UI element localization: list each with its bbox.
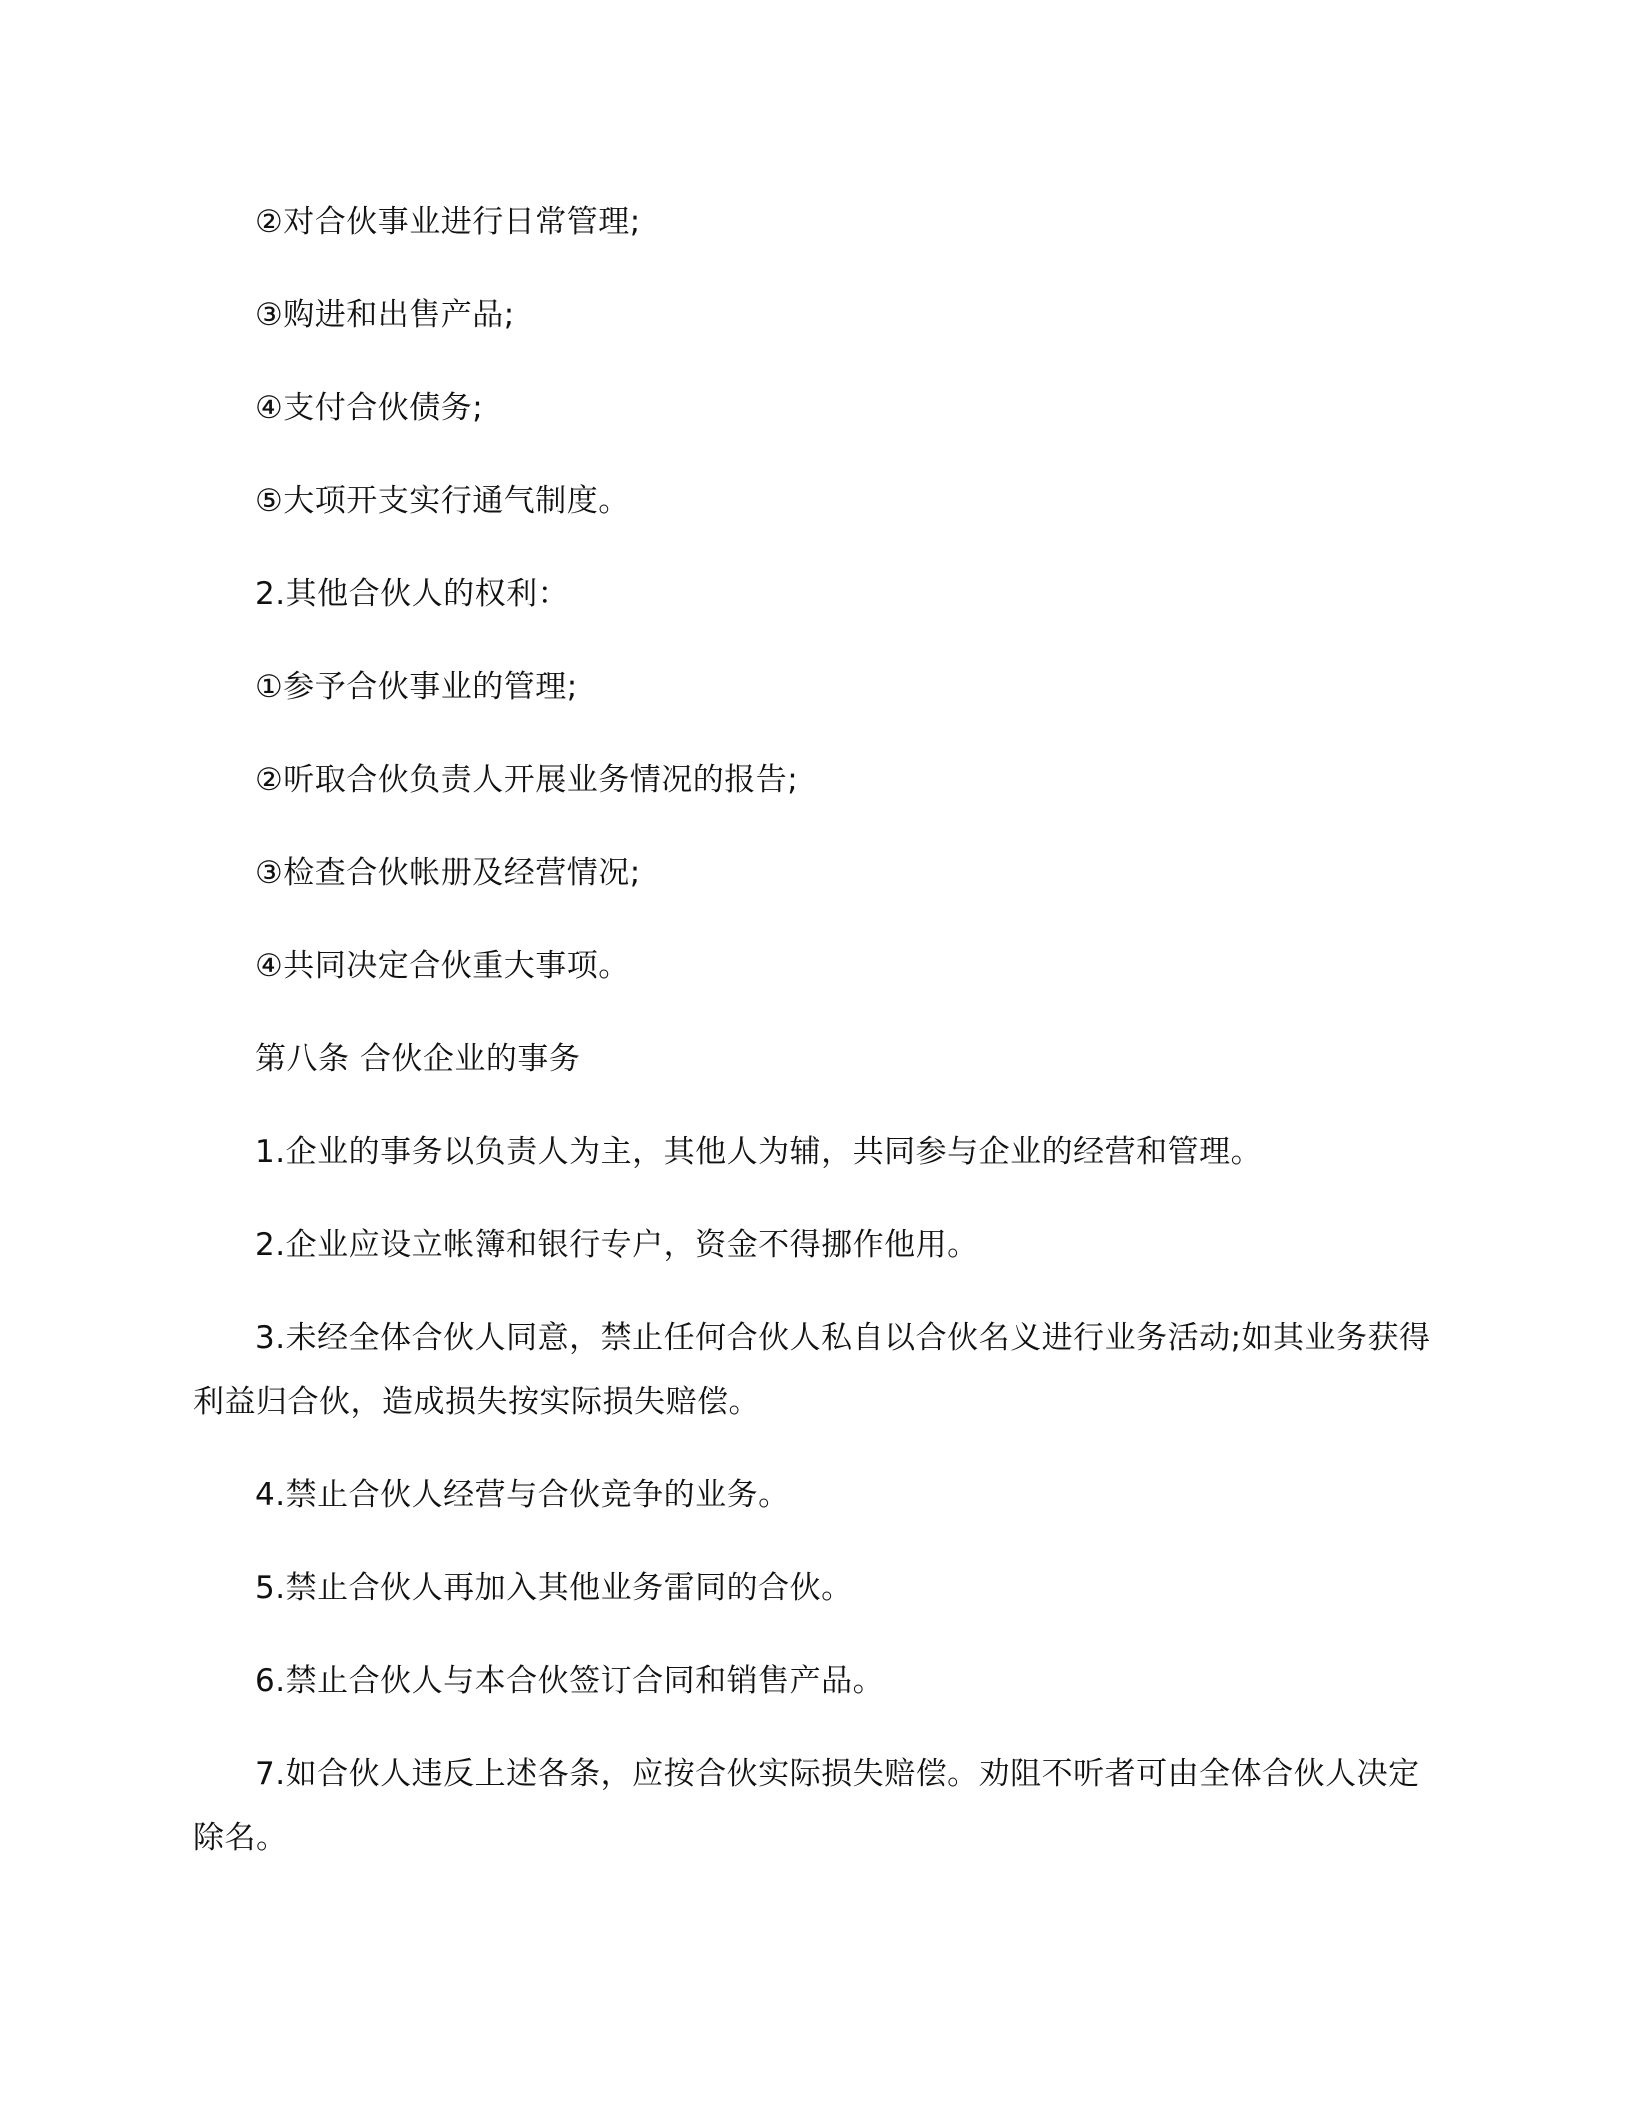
list-item-buy-sell-products: ③购进和出售产品; xyxy=(255,297,515,333)
list-item-decide-major-matters: ④共同决定合伙重大事项。 xyxy=(255,948,630,984)
clause-7: 7.如合伙人违反上述各条，应按合伙实际损失赔偿。劝阻不听者可由全体合伙人决定除名。 xyxy=(193,1756,1420,1856)
section-heading-other-partner-rights: 2.其他合伙人的权利： xyxy=(255,576,570,612)
list-item-participate-management: ①参予合伙事业的管理; xyxy=(255,669,578,705)
article-heading-eight: 第八条 合伙企业的事务 xyxy=(255,1041,581,1077)
list-item-inspect-books: ③检查合伙帐册及经营情况; xyxy=(255,855,641,891)
list-item-hear-reports: ②听取合伙负责人开展业务情况的报告; xyxy=(255,762,799,798)
list-item-major-expenses: ⑤大项开支实行通气制度。 xyxy=(255,483,630,519)
list-item-pay-debts: ④支付合伙债务; xyxy=(255,390,484,426)
clause-1: 1.企业的事务以负责人为主，其他人为辅，共同参与企业的经营和管理。 xyxy=(255,1134,1263,1170)
clause-2: 2.企业应设立帐簿和银行专户，资金不得挪作他用。 xyxy=(255,1227,979,1263)
clause-4: 4.禁止合伙人经营与合伙竞争的业务。 xyxy=(255,1477,790,1513)
clause-6: 6.禁止合伙人与本合伙签订合同和销售产品。 xyxy=(255,1663,885,1699)
clause-5: 5.禁止合伙人再加入其他业务雷同的合伙。 xyxy=(255,1570,853,1606)
list-item-daily-management: ②对合伙事业进行日常管理; xyxy=(255,204,641,240)
clause-3: 3.未经全体合伙人同意，禁止任何合伙人私自以合伙名义进行业务活动;如其业务获得利益归合伙，造成损失按实际损失赔偿。 xyxy=(193,1320,1431,1420)
document-body xyxy=(193,190,1438,1899)
